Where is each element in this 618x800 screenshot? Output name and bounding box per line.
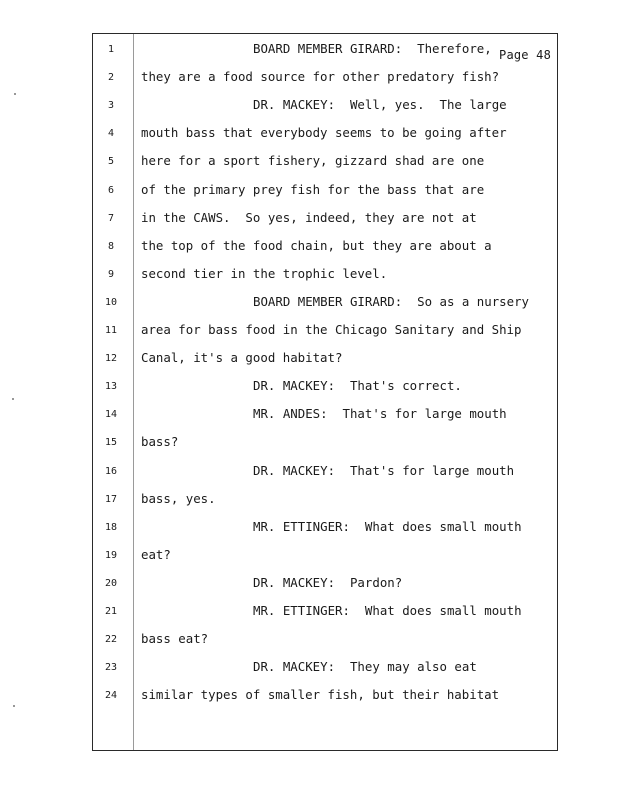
line-number: 10 (104, 296, 118, 308)
line-number: 3 (107, 100, 115, 112)
line-number: 6 (107, 184, 115, 196)
transcript-line (93, 350, 559, 378)
line-text: MR. ANDES: That's for large mouth (253, 406, 507, 422)
transcript-page (92, 33, 558, 751)
line-text: DR. MACKEY: That's correct. (253, 378, 462, 394)
transcript-line (93, 322, 559, 350)
transcript-line (93, 463, 559, 491)
line-number: 13 (104, 381, 118, 393)
line-text: BOARD MEMBER GIRARD: Therefore, (253, 41, 492, 56)
line-number: 9 (107, 268, 115, 280)
line-number: 11 (104, 325, 118, 336)
line-text: second tier in the trophic level. (141, 265, 388, 281)
line-number: 22 (104, 634, 118, 646)
transcript-line (93, 547, 559, 575)
line-number: 2 (107, 72, 115, 84)
line-text: DR. MACKEY: That's for large mouth (253, 462, 515, 478)
transcript-line (93, 153, 559, 181)
line-text: area for bass food in the Chicago Sanitary and Ship (141, 322, 522, 337)
page-number: Page 48 (499, 48, 551, 62)
transcript-line (93, 266, 559, 294)
line-text: of the primary prey fish for the bass that are (141, 181, 485, 197)
line-text: they are a food source for other predatory fish? (141, 69, 500, 85)
line-number: 1 (107, 44, 115, 55)
transcript-line (93, 687, 559, 715)
transcript-line (93, 210, 559, 238)
line-text: in the CAWS. So yes, indeed, they are not at (141, 209, 477, 225)
scan-speck (14, 93, 16, 95)
scan-speck (12, 398, 14, 400)
line-text: bass eat? (141, 631, 209, 647)
line-number: 18 (104, 521, 118, 533)
line-text: BOARD MEMBER GIRARD: So as a nursery (253, 293, 530, 309)
line-text: mouth bass that everybody seems to be going after (141, 125, 507, 141)
transcript-line (93, 378, 559, 406)
transcript-line (93, 294, 559, 322)
transcript-line (93, 603, 559, 631)
line-number: 19 (104, 549, 118, 561)
line-text: DR. MACKEY: Well, yes. The large (253, 97, 507, 113)
transcript-line (93, 238, 559, 266)
line-number: 23 (104, 662, 118, 674)
line-text: MR. ETTINGER: What does small mouth (253, 603, 522, 618)
line-number: 20 (104, 577, 118, 589)
transcript-line (93, 631, 559, 659)
line-number: 21 (104, 606, 118, 617)
line-number: 14 (104, 409, 118, 421)
transcript-line (93, 125, 559, 153)
line-text: DR. MACKEY: They may also eat (253, 659, 477, 675)
line-number: 4 (107, 128, 115, 140)
line-number: 12 (104, 353, 118, 365)
scan-speck (13, 705, 15, 707)
line-number: 7 (107, 212, 115, 224)
transcript-line (93, 41, 559, 69)
line-text: similar types of smaller fish, but their habitat (141, 687, 500, 703)
line-text: Canal, it's a good habitat? (141, 350, 343, 366)
line-text: DR. MACKEY: Pardon? (253, 574, 403, 590)
transcript-line (93, 659, 559, 687)
transcript-line (93, 575, 559, 603)
line-text: bass, yes. (141, 490, 216, 506)
line-number: 15 (104, 437, 118, 449)
line-text: bass? (141, 434, 179, 450)
line-text: MR. ETTINGER: What does small mouth (253, 518, 522, 534)
line-number: 24 (104, 690, 118, 702)
line-number: 5 (107, 156, 115, 168)
line-text: the top of the food chain, but they are about a (141, 237, 492, 253)
line-number: 8 (107, 240, 115, 252)
line-number: 16 (104, 465, 118, 477)
line-text: eat? (141, 546, 171, 562)
transcript-line (93, 406, 559, 434)
transcript-line (93, 182, 559, 210)
transcript-line (93, 97, 559, 125)
transcript-line (93, 434, 559, 462)
line-text: here for a sport fishery, gizzard shad are one (141, 153, 485, 169)
line-number: 17 (104, 493, 118, 505)
transcript-line (93, 69, 559, 97)
transcript-line (93, 491, 559, 519)
transcript-line (93, 519, 559, 547)
